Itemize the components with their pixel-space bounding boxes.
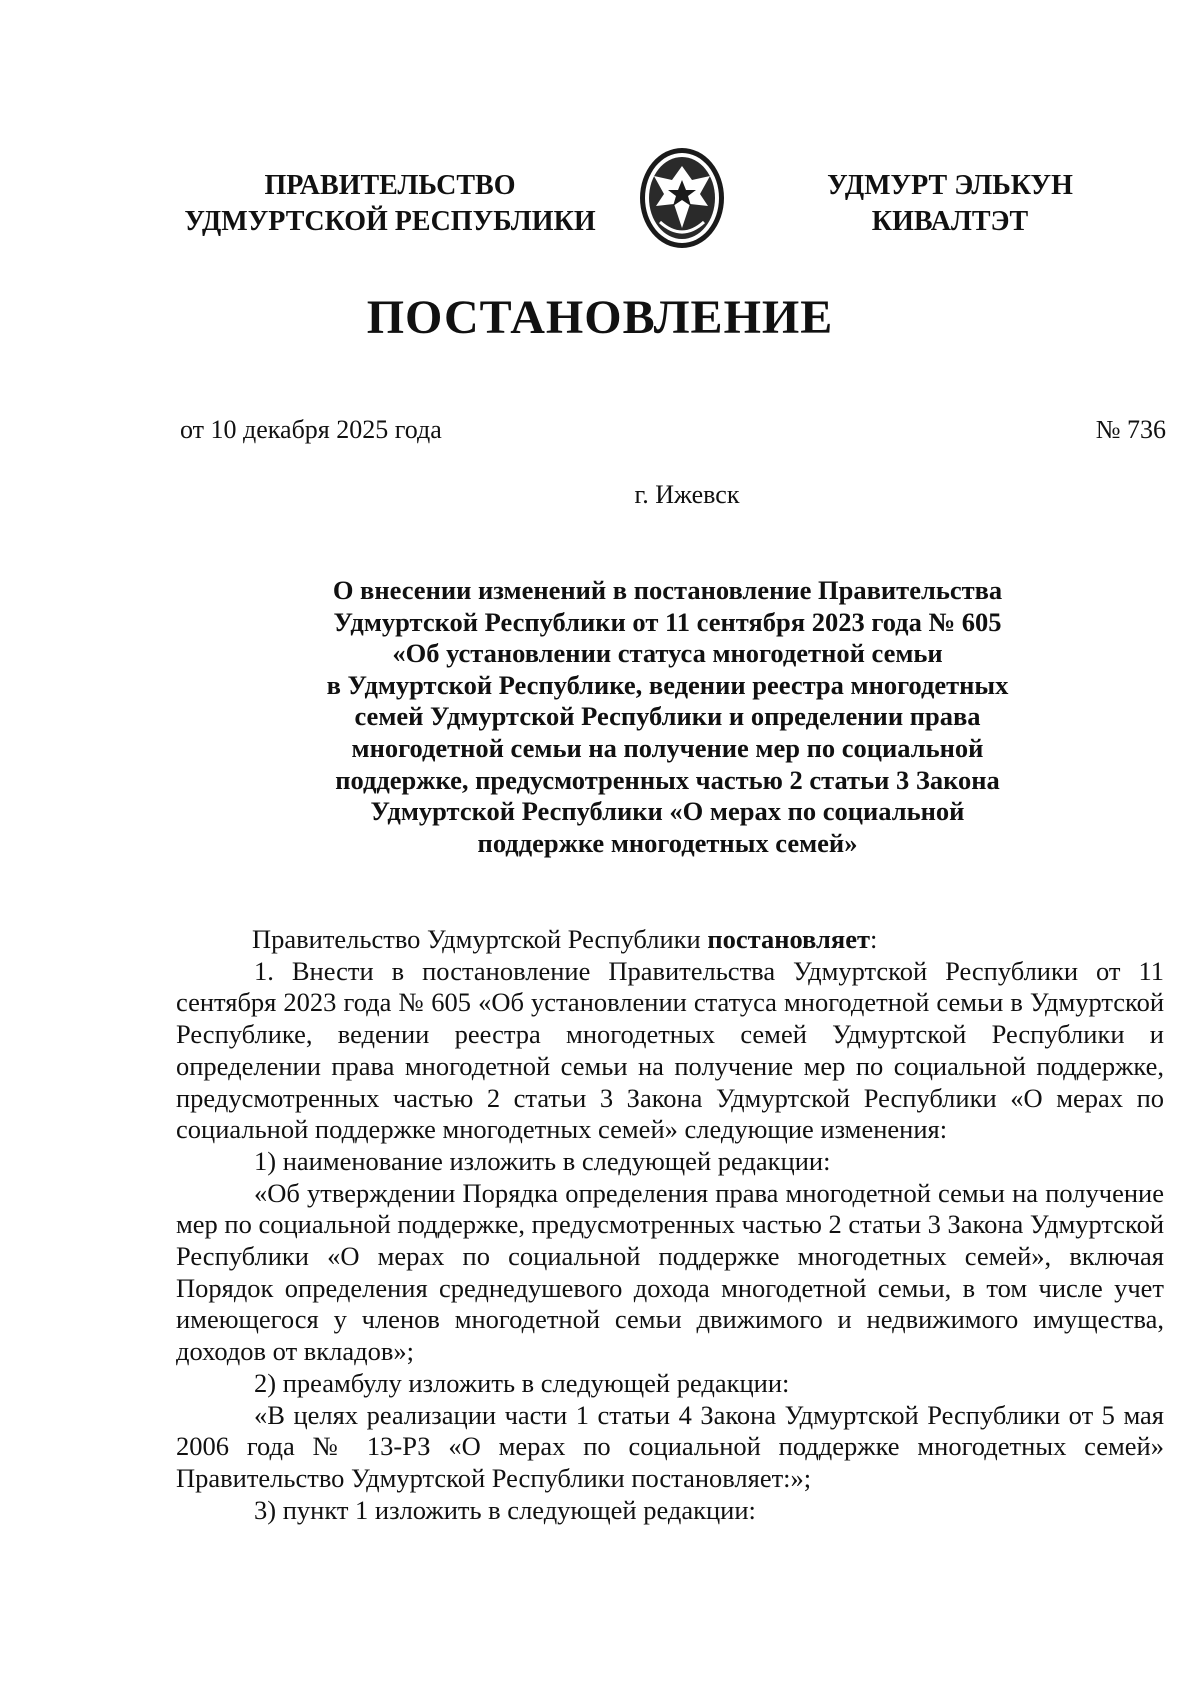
- document-body: [176, 924, 1164, 1526]
- header-right-line-1: УДМУРТ ЭЛЬКУН: [827, 170, 1073, 201]
- title-line: в Удмуртской Республике, ведении реестра многодетных: [326, 669, 1009, 700]
- title-line: «Об установлении статуса многодетной семьи: [392, 638, 943, 669]
- document-date: от 10 декабря 2025 года: [180, 415, 442, 444]
- document-number: № 736: [1095, 415, 1166, 444]
- header-right-block: [805, 168, 1095, 240]
- document-city: г. Ижевск: [634, 480, 740, 509]
- title-line: Удмуртской Республики «О мерах по социальной: [370, 796, 965, 827]
- title-line: семей Удмуртской Республики и определении права: [354, 701, 981, 732]
- body-paragraph: 3) пункт 1 изложить в следующей редакции:: [254, 1494, 756, 1525]
- header-left-line-1: ПРАВИТЕЛЬСТВО: [264, 170, 516, 201]
- intro-colon: :: [870, 924, 878, 954]
- document-title: [290, 575, 1045, 859]
- intro-bold-verb: постановляет: [707, 924, 871, 954]
- title-line: поддержке многодетных семей»: [477, 827, 858, 858]
- header-right-line-2: КИВАЛТЭТ: [871, 206, 1029, 237]
- udmurt-coat-of-arms-icon: [630, 146, 734, 250]
- intro-text: Правительство Удмуртской Республики: [252, 924, 708, 954]
- title-line: поддержке, предусмотренных частью 2 статьи 3 Закона: [335, 764, 1000, 795]
- title-line: Удмуртской Республики от 11 сентября 2023 года № 605: [333, 606, 1002, 637]
- body-paragraph: 2) преамбулу изложить в следующей редакции:: [254, 1367, 790, 1398]
- header-left-line-2: УДМУРТСКОЙ РЕСПУБЛИКИ: [184, 206, 596, 237]
- body-paragraph: «В целях реализации части 1 статьи 4 Закона Удмуртской Республики от 5 мая 2006 года № 13-РЗ «О мерах по социальной поддержке многодетных семей» Правительство Удмуртской Республики постановляет:»;: [176, 1399, 1164, 1493]
- header-left-block: [170, 168, 610, 240]
- body-paragraph: «Об утверждении Порядка определения права многодетной семьи на получение мер по социальной поддержке, предусмотренных частью 2 статьи 3 Закона Удмуртской Республики «О мерах по социальной поддержке многодетных семей», включая Порядок определения среднедушевого дохода многодетной семьи, в том числе учет имеющегося у членов многодетной семьи движимого и недвижимого имущества, доходов от вкладов»;: [176, 1177, 1164, 1367]
- body-paragraph: 1) наименование изложить в следующей редакции:: [254, 1145, 831, 1176]
- body-paragraph: 1. Внести в постановление Правительства Удмуртской Республики от 11 сентября 2023 года № 605 «Об установлении статуса многодетной семьи в Удмуртской Республике, ведении реестра многодетных семей Удмуртской Республики и определении права многодетной семьи на получение мер по социальной поддержке, предусмотренных частью 2 статьи 3 Закона Удмуртской Республики «О мерах по социальной поддержке многодетных семей» следующие изменения:: [176, 955, 1164, 1145]
- document-type-heading: ПОСТАНОВЛЕНИЕ: [366, 291, 834, 344]
- title-line: О внесении изменений в постановление Правительства: [332, 575, 1003, 605]
- body-intro-paragraph: [176, 924, 1164, 956]
- title-line: многодетной семьи на получение мер по социальной: [351, 732, 984, 763]
